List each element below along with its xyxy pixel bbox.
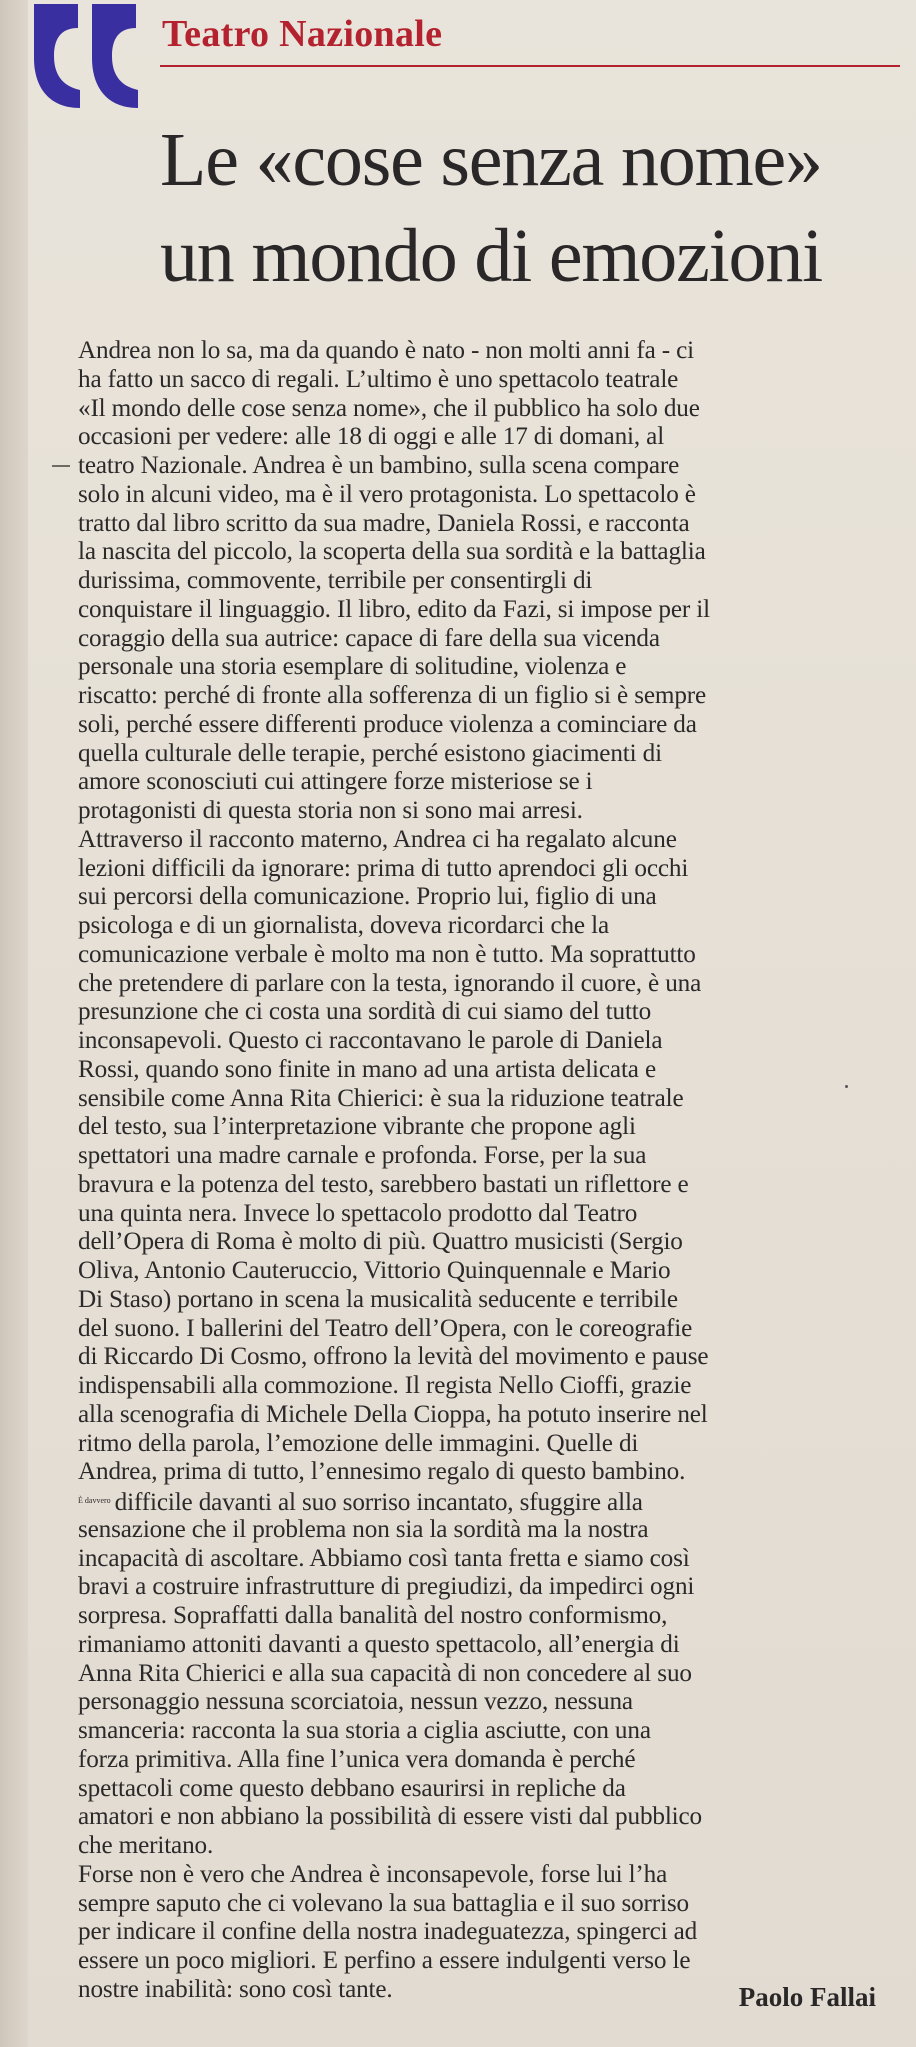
article-line: una quinta nera. Invece lo spettacolo prodotto dal Teatro (78, 1199, 638, 1227)
headline-line-2: un mondo di emozioni (160, 214, 823, 298)
article-body (78, 337, 884, 2005)
article-line: Andrea, prima di tutto, l’ennesimo regalo di questo bambino. (78, 1458, 686, 1486)
article-line: tratto dal libro scritto da sua madre, Daniela Rossi, e racconta (78, 509, 690, 537)
article-line: del suono. I ballerini del Teatro dell’Opera, con le coreografie (78, 1314, 693, 1342)
article-line: sempre saputo che ci volevano la sua battaglia e il suo sorriso (78, 1889, 689, 1917)
article-line: coraggio della sua autrice: capace di fare della sua vicenda (78, 624, 660, 652)
article-line: quella culturale delle terapie, perché esistono giacimenti di (78, 739, 662, 767)
article-line: comunicazione verbale è molto ma non è tutto. Ma soprattutto (78, 940, 696, 968)
article-line: Oliva, Antonio Cauteruccio, Vittorio Quinquennale e Mario (78, 1257, 671, 1284)
section-rule (160, 65, 900, 67)
article-line: amatori e non abbiano la possibilità di essere visti dal pubblico (78, 1803, 702, 1831)
article-line: presunzione che ci costa una sordità di cui siamo del tutto (78, 998, 652, 1026)
article-line: che meritano. (78, 1832, 214, 1859)
article-line: Forse non è vero che Andrea è inconsapevole, forse lui l’ha (78, 1860, 668, 1888)
article-line: ha fatto un sacco di regali. L’ultimo è uno spettacolo teatrale (78, 365, 679, 393)
headline-line-1: Le «cose senza nome» (160, 118, 822, 202)
article-line: Di Staso) portano in scena la musicalità seducente e terribile (78, 1285, 678, 1313)
article-line-text: difficile davanti al suo sorriso incantato, sfuggire alla (114, 1489, 643, 1516)
article-line: la nascita del piccolo, la scoperta della sua sordità e la battaglia (78, 538, 706, 566)
article-line: del testo, sua l’interpretazione vibrante che propone agli (78, 1113, 636, 1141)
article-line: dell’Opera di Roma è molto di più. Quattro musicisti (Sergio (78, 1228, 683, 1256)
article-line: personaggio nessuna scorciatoia, nessun vezzo, nessuna (78, 1688, 633, 1716)
article-line: protagonisti di questa storia non si sono mai arresi. (78, 797, 583, 824)
article-line: spettacoli come questo debbano esaurirsi in repliche da (78, 1774, 626, 1802)
article-line: «Il mondo delle cose senza nome», che il pubblico ha solo due (78, 394, 700, 422)
article-line: bravura e la potenza del testo, sarebbero bastati un riflettore e (78, 1170, 689, 1198)
article-line: personale una storia esemplare di solitudine, violenza e (78, 653, 627, 681)
article-line: sensibile come Anna Rita Chierici: è sua la riduzione teatrale (78, 1084, 684, 1112)
article-line: sorpresa. Sopraffatti dalla banalità del nostro conformismo, (78, 1602, 668, 1629)
author-byline: Paolo Fallai (738, 1982, 876, 2012)
article-line: durissima, commovente, terribile per consentirgli di (78, 567, 593, 594)
article-line: soli, perché essere differenti produce violenza a cominciare da (78, 710, 697, 738)
margin-mark (52, 465, 70, 467)
paper-left-edge (0, 0, 28, 2047)
article-line: Anna Rita Chierici e alla sua capacità di non concedere al suo (78, 1659, 692, 1687)
article-line: conquistare il linguaggio. Il libro, edito da Fazi, si impose per il (78, 595, 710, 623)
article-line: amore sconosciuti cui attingere forze misteriose se i (78, 768, 593, 796)
article-line: alla scenografia di Michele Della Cioppa, ha potuto inserire nel (78, 1400, 708, 1428)
article-line: per indicare il confine della nostra inadeguatezza, spingerci ad (78, 1918, 698, 1946)
article-line: sui percorsi della comunicazione. Proprio lui, figlio di una (78, 883, 657, 911)
article-line: lezioni difficili da ignorare: prima di tutto aprendoci gli occhi (78, 854, 689, 882)
article-line: psicologa e di un giornalista, doveva ricordarci che la (78, 912, 609, 939)
article-line: Attraverso il racconto materno, Andrea ci ha regalato alcune (78, 825, 677, 853)
article-line: spettatori una madre carnale e profonda. Forse, per la sua (78, 1142, 647, 1169)
article-line: incapacità di ascoltare. Abbiamo così tanta fretta e siamo così (78, 1544, 690, 1572)
article-line: Rossi, quando sono finite in mano ad una artista delicata e (78, 1055, 657, 1083)
article-line: di Riccardo Di Cosmo, offrono la levità del movimento e pause (78, 1343, 709, 1371)
quote-mark-icon (32, 0, 147, 112)
article-line: solo in alcuni video, ma è il vero protagonista. Lo spettacolo è (78, 480, 696, 508)
section-label: Teatro Nazionale (162, 13, 443, 55)
article-line: bravi a costruire infrastrutture di pregiudizi, da impedirci ogni (78, 1573, 695, 1601)
article-line: sensazione che il problema non sia la sordità ma la nostra (78, 1515, 649, 1543)
article-line: occasioni per vedere: alle 18 di oggi e alle 17 di domani, al (78, 423, 665, 451)
article-line: smanceria: racconta la sua storia a ciglia asciutte, con una (78, 1717, 651, 1744)
article-line: essere un poco migliori. E perfino a essere indulgenti verso le (78, 1947, 691, 1974)
article-line: forza primitiva. Alla fine l’unica vera domanda è perché (78, 1745, 636, 1773)
article-line: nostre inabilità: sono così tante. (78, 1975, 393, 2003)
article-line: teatro Nazionale. Andrea è un bambino, sulla scena compare (78, 452, 680, 479)
article-line: ritmo della parola, l’emozione delle immagini. Quelle di (78, 1429, 639, 1457)
article-line: riscatto: perché di fronte alla sofferenza di un figlio si è sempre (78, 682, 707, 709)
inline-note: È davvero (78, 1496, 111, 1505)
article-line: Andrea non lo sa, ma da quando è nato - non molti anni fa - ci (78, 337, 695, 364)
article-line: indispensabili alla commozione. Il regista Nello Cioffi, grazie (78, 1372, 692, 1399)
article-line: rimaniamo attoniti davanti a questo spettacolo, all’energia di (78, 1630, 680, 1658)
article-line-with-note (78, 1487, 884, 1516)
article-line: inconsapevoli. Questo ci raccontavano le parole di Daniela (78, 1027, 663, 1054)
headline (160, 112, 900, 304)
article-line: che pretendere di parlare con la testa, ignorando il cuore, è una (78, 969, 702, 997)
